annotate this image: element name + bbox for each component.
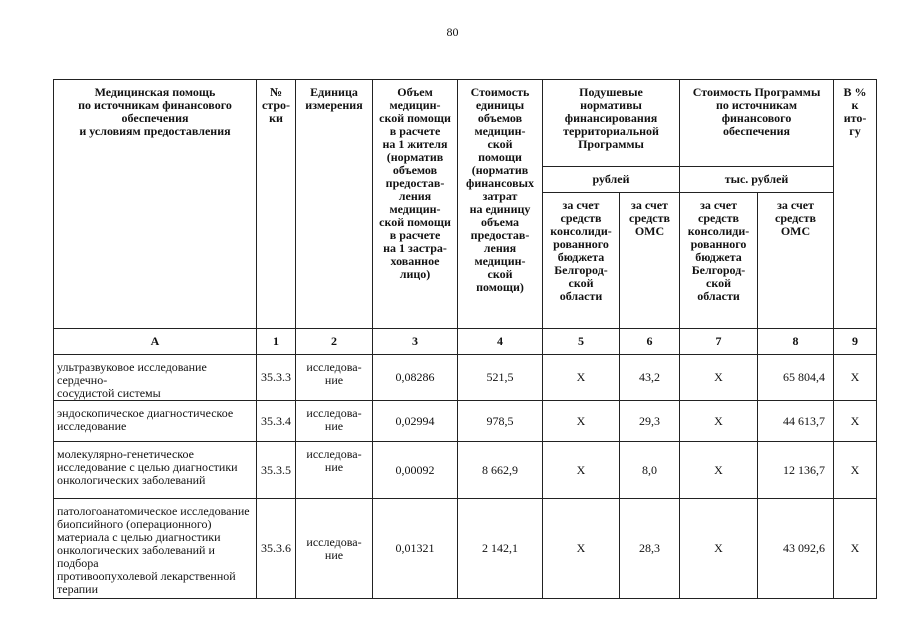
row-budget-total: Х xyxy=(680,401,758,442)
column-number: 1 xyxy=(257,329,296,355)
row-cost: 2 142,1 xyxy=(458,499,543,599)
column-numbers-row xyxy=(54,329,877,355)
row-cost: 8 662,9 xyxy=(458,442,543,499)
header-per-capita-norms: Подушевые нормативы финансирования территориальной Программы xyxy=(543,80,680,167)
column-number: 2 xyxy=(296,329,373,355)
row-oms-total: 12 136,7 xyxy=(758,442,834,499)
header-unit-cost: Стоимость единицы объемов медицин- ской помощи (норматив финансовых затрат на единицу объема предостав- ления медицин- ской помощи) xyxy=(458,80,543,329)
table-row xyxy=(54,401,877,442)
row-line-number: 35.3.4 xyxy=(257,401,296,442)
page-number: 80 xyxy=(446,25,459,39)
row-percent: Х xyxy=(834,442,877,499)
row-unit: исследова- ние xyxy=(296,355,373,401)
header-line-number: № стро- ки xyxy=(257,80,296,329)
column-number: 9 xyxy=(834,329,877,355)
column-number: 7 xyxy=(680,329,758,355)
column-number: А xyxy=(54,329,257,355)
header-unit-thousand-rubles: тыс. рублей xyxy=(680,167,834,193)
row-line-number: 35.3.6 xyxy=(257,499,296,599)
header-oms-total: за счет средств ОМС xyxy=(758,193,834,329)
header-unit: Единица измерения xyxy=(296,80,373,329)
header-percent: В % к ито- гу xyxy=(834,80,877,329)
row-percent: Х xyxy=(834,401,877,442)
row-name: молекулярно-генетическое исследование с целью диагностики онкологических заболеваний xyxy=(54,442,257,499)
row-unit: исследова- ние xyxy=(296,401,373,442)
row-name: патологоанатомическое исследование биопсийного (операционного) материала с целью диагностики онкологических заболеваний и подбора противоопухолевой лекарственной терапии xyxy=(54,499,257,599)
row-volume: 0,00092 xyxy=(373,442,458,499)
column-number: 6 xyxy=(620,329,680,355)
row-cost: 978,5 xyxy=(458,401,543,442)
header-medical-care: Медицинская помощь по источникам финансового обеспечения и условиям предоставления xyxy=(54,80,257,329)
row-unit: исследова- ние xyxy=(296,442,373,499)
header-oms-norm: за счет средств ОМС xyxy=(620,193,680,329)
row-budget-norm: Х xyxy=(543,442,620,499)
table-row xyxy=(54,499,877,599)
column-number: 3 xyxy=(373,329,458,355)
row-oms-norm: 29,3 xyxy=(620,401,680,442)
row-name: эндоскопическое диагностическое исследование xyxy=(54,401,257,442)
table-row xyxy=(54,442,877,499)
header-budget-total: за счет средств консолиди- рованного бюджета Белгород- ской области xyxy=(680,193,758,329)
column-number: 4 xyxy=(458,329,543,355)
row-budget-norm: Х xyxy=(543,355,620,401)
row-line-number: 35.3.3 xyxy=(257,355,296,401)
row-oms-norm: 43,2 xyxy=(620,355,680,401)
row-unit: исследова- ние xyxy=(296,499,373,599)
header-unit-rubles: рублей xyxy=(543,167,680,193)
row-percent: Х xyxy=(834,355,877,401)
header-budget-norm: за счет средств консолиди- рованного бюджета Белгород- ской области xyxy=(543,193,620,329)
row-budget-total: Х xyxy=(680,499,758,599)
row-cost: 521,5 xyxy=(458,355,543,401)
row-oms-total: 43 092,6 xyxy=(758,499,834,599)
row-budget-norm: Х xyxy=(543,401,620,442)
row-oms-norm: 28,3 xyxy=(620,499,680,599)
row-name: ультразвуковое исследование сердечно- сосудистой системы xyxy=(54,355,257,401)
header-volume: Объем медицин- ской помощи в расчете на 1 жителя (норматив объемов предостав- ления медицин- ской помощи в расчете на 1 застра- хованное лицо) xyxy=(373,80,458,329)
row-volume: 0,08286 xyxy=(373,355,458,401)
row-budget-norm: Х xyxy=(543,499,620,599)
column-number: 5 xyxy=(543,329,620,355)
header-program-cost: Стоимость Программы по источникам финансового обеспечения xyxy=(680,80,834,167)
row-oms-total: 44 613,7 xyxy=(758,401,834,442)
row-line-number: 35.3.5 xyxy=(257,442,296,499)
table-row xyxy=(54,355,877,401)
row-percent: Х xyxy=(834,499,877,599)
row-oms-total: 65 804,4 xyxy=(758,355,834,401)
row-oms-norm: 8,0 xyxy=(620,442,680,499)
row-budget-total: Х xyxy=(680,442,758,499)
row-budget-total: Х xyxy=(680,355,758,401)
financing-table xyxy=(53,79,877,599)
row-volume: 0,01321 xyxy=(373,499,458,599)
column-number: 8 xyxy=(758,329,834,355)
row-volume: 0,02994 xyxy=(373,401,458,442)
